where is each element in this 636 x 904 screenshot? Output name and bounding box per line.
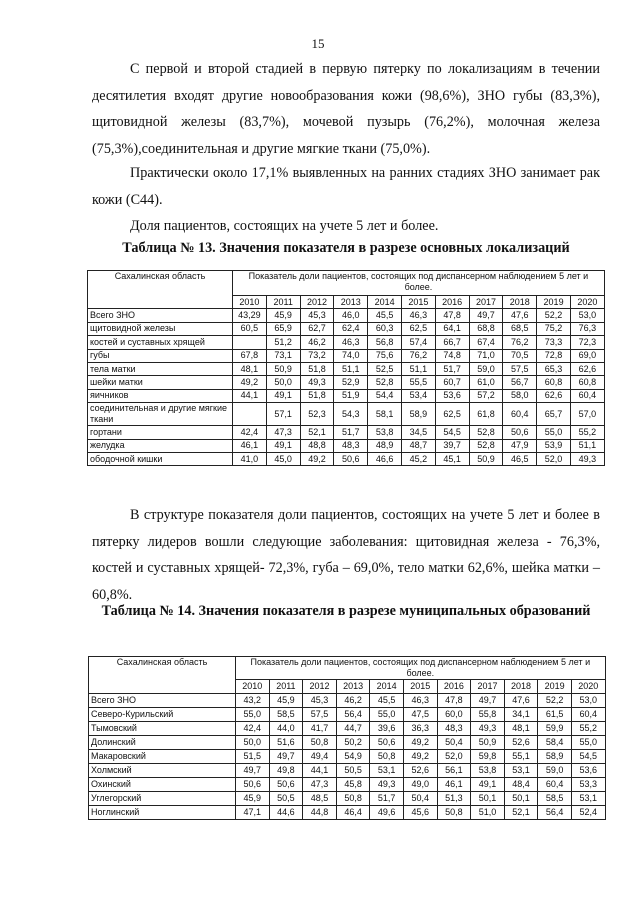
table-cell: 52,4 (571, 806, 605, 820)
table-cell: 52,2 (538, 694, 572, 708)
table-cell (233, 403, 267, 426)
table-cell: 52,8 (368, 376, 402, 389)
table-cell: 52,8 (469, 439, 503, 452)
table-cell: 55,0 (537, 426, 571, 439)
table-13-body (88, 309, 605, 466)
year-header: 2018 (504, 680, 538, 694)
table-row (88, 452, 605, 465)
year-header: 2010 (236, 680, 270, 694)
table-cell: 52,5 (368, 362, 402, 375)
table-cell: 65,3 (537, 362, 571, 375)
table-cell: 55,1 (504, 750, 538, 764)
row-label: гортани (88, 426, 233, 439)
table-cell: 50,2 (336, 736, 370, 750)
table-cell: 46,1 (233, 439, 267, 452)
table-cell: 51,8 (300, 362, 334, 375)
table-cell: 49,3 (300, 376, 334, 389)
table-cell: 51,5 (236, 750, 270, 764)
table-cell: 49,2 (233, 376, 267, 389)
table-cell: 47,5 (403, 708, 437, 722)
table-cell: 49,6 (370, 806, 404, 820)
table-cell: 48,4 (504, 778, 538, 792)
table-cell: 62,6 (570, 362, 604, 375)
table-cell: 49,8 (269, 764, 303, 778)
table-cell: 76,2 (401, 349, 435, 362)
table-cell: 54,9 (336, 750, 370, 764)
table-cell: 50,6 (269, 778, 303, 792)
table-cell: 53,9 (537, 439, 571, 452)
table-cell: 53,0 (571, 694, 605, 708)
table-cell: 53,1 (504, 764, 538, 778)
table-cell: 45,5 (368, 309, 402, 322)
table-cell: 49,2 (300, 452, 334, 465)
table-14-body (89, 694, 606, 820)
table-cell: 62,6 (537, 389, 571, 402)
table-cell: 53,6 (571, 764, 605, 778)
table-cell: 62,4 (334, 322, 368, 335)
year-header: 2011 (266, 296, 300, 309)
table-cell: 60,8 (570, 376, 604, 389)
table-cell: 45,0 (266, 452, 300, 465)
table-cell: 50,9 (471, 736, 505, 750)
table-cell: 74,8 (435, 349, 469, 362)
table-cell: 50,9 (469, 452, 503, 465)
year-header: 2020 (571, 680, 605, 694)
table-cell: 49,7 (471, 694, 505, 708)
table-cell: 50,8 (437, 806, 471, 820)
row-label: Макаровский (89, 750, 236, 764)
year-header: 2020 (570, 296, 604, 309)
year-header: 2013 (336, 680, 370, 694)
table-cell: 44,1 (303, 764, 337, 778)
table-cell: 49,1 (471, 778, 505, 792)
paragraph-top-five-early-stage: С первой и второй стадией в первую пятерку по локализациям в течении десятилетия входят другие новообразования кожи (98,6%), ЗНО губы (83,3%), щитовидной железы (83,7%), мочевой пузырь (76,2%), молочная железа (75,3%),соединительная и другие мягкие ткани (75,0%). (92, 61, 600, 157)
table-cell: 58,0 (503, 389, 537, 402)
year-header: 2015 (401, 296, 435, 309)
table-cell: 68,8 (469, 322, 503, 335)
table-cell: 34,1 (504, 708, 538, 722)
table-cell: 47,3 (303, 778, 337, 792)
table-row (89, 736, 606, 750)
table-cell: 55,0 (370, 708, 404, 722)
table-row (88, 349, 605, 362)
table-14-caption: Таблица № 14. Значения показателя в разрезе муниципальных образований (101, 603, 591, 619)
table-cell: 47,1 (236, 806, 270, 820)
table-cell: 51,7 (370, 792, 404, 806)
table-cell: 65,7 (537, 403, 571, 426)
table-cell: 47,6 (503, 309, 537, 322)
row-label: Холмский (89, 764, 236, 778)
table-cell: 52,6 (403, 764, 437, 778)
table-cell: 60,4 (570, 389, 604, 402)
table-cell: 55,0 (571, 736, 605, 750)
year-header: 2014 (370, 680, 404, 694)
table-cell: 56,4 (538, 806, 572, 820)
table-cell: 44,8 (303, 806, 337, 820)
table-cell: 47,8 (435, 309, 469, 322)
table-cell: 54,5 (435, 426, 469, 439)
table-row (88, 439, 605, 452)
year-header: 2019 (538, 680, 572, 694)
paragraph-skin-cancer-share: Практически около 17,1% выявленных на ранних стадиях ЗНО занимает рак кожи (С44). (92, 165, 600, 208)
row-label: яичников (88, 389, 233, 402)
table-cell: 74,0 (334, 349, 368, 362)
row-label: шейки матки (88, 376, 233, 389)
table-cell: 54,4 (368, 389, 402, 402)
table-cell: 62,7 (300, 322, 334, 335)
table-cell: 57,1 (266, 403, 300, 426)
table-cell: 51,1 (401, 362, 435, 375)
table-row (88, 336, 605, 349)
table-cell: 46,1 (437, 778, 471, 792)
table-cell: 58,5 (538, 792, 572, 806)
table-cell: 50,8 (370, 750, 404, 764)
row-label: тела матки (88, 362, 233, 375)
table-cell: 46,5 (503, 452, 537, 465)
table-row (89, 694, 606, 708)
table-cell: 53,8 (368, 426, 402, 439)
table-cell: 44,7 (336, 722, 370, 736)
table-cell: 51,3 (437, 792, 471, 806)
year-header: 2013 (334, 296, 368, 309)
table-cell: 53,0 (570, 309, 604, 322)
table-cell: 55,0 (236, 708, 270, 722)
table-cell: 45,9 (269, 694, 303, 708)
table-cell: 46,6 (368, 452, 402, 465)
page-number: 15 (311, 36, 325, 51)
table-cell: 45,3 (303, 694, 337, 708)
table-cell: 48,1 (233, 362, 267, 375)
table-cell: 49,3 (370, 778, 404, 792)
year-header: 2012 (300, 296, 334, 309)
table-cell: 57,5 (503, 362, 537, 375)
table-cell: 47,3 (266, 426, 300, 439)
table-cell: 51,9 (334, 389, 368, 402)
table-cell: 60,4 (571, 708, 605, 722)
table-cell: 72,3 (570, 336, 604, 349)
row-label: губы (88, 349, 233, 362)
table-cell: 55,8 (471, 708, 505, 722)
table-cell: 60,7 (435, 376, 469, 389)
table-cell: 50,1 (471, 792, 505, 806)
table-cell: 50,5 (269, 792, 303, 806)
table-cell: 49,0 (403, 778, 437, 792)
table-cell: 50,4 (437, 736, 471, 750)
table-cell: 48,3 (437, 722, 471, 736)
table-cell: 46,0 (334, 309, 368, 322)
table-cell: 52,0 (537, 452, 571, 465)
year-header: 2018 (503, 296, 537, 309)
table-cell: 50,6 (236, 778, 270, 792)
table-cell: 36,3 (403, 722, 437, 736)
table-cell: 55,2 (570, 426, 604, 439)
table-cell: 44,1 (233, 389, 267, 402)
year-header: 2019 (537, 296, 571, 309)
table-14 (88, 656, 606, 820)
table-cell: 55,2 (571, 722, 605, 736)
row-label: желудка (88, 439, 233, 452)
table-cell: 70,5 (503, 349, 537, 362)
table-cell: 54,3 (334, 403, 368, 426)
table-cell: 47,9 (503, 439, 537, 452)
row-label: Охинский (89, 778, 236, 792)
table-cell: 59,0 (469, 362, 503, 375)
row-label: щитовидной железы (88, 322, 233, 335)
row-label: Всего ЗНО (89, 694, 236, 708)
table-cell: 71,0 (469, 349, 503, 362)
paragraph-five-year-share: Доля пациентов, состоящих на учете 5 лет и более. (130, 218, 439, 234)
table-cell: 51,7 (435, 362, 469, 375)
row-label: костей и суставных хрящей (88, 336, 233, 349)
table-row (88, 389, 605, 402)
region-header: Сахалинская область (88, 271, 233, 309)
table-row (89, 750, 606, 764)
paragraph-top-five-leaders: В структуре показателя доли пациентов, состоящих на учете 5 лет и более в пятерку лидеров вошли следующие заболевания: щитовидная железа - 76,3%, костей и суставных хрящей- 72,3%, губа – 69,0%, тело матки 62,6%, шейка матки – 60,8%. (92, 507, 600, 603)
table-cell (233, 336, 267, 349)
table-cell: 46,3 (401, 309, 435, 322)
table-cell: 52,3 (300, 403, 334, 426)
table-cell: 53,1 (571, 792, 605, 806)
table-row (88, 309, 605, 322)
table-cell: 49,1 (266, 389, 300, 402)
table-cell: 53,6 (435, 389, 469, 402)
table-cell: 76,3 (570, 322, 604, 335)
table-cell: 49,2 (403, 736, 437, 750)
table-cell: 52,2 (537, 309, 571, 322)
table-row (88, 322, 605, 335)
table-row (89, 778, 606, 792)
table-cell: 60,4 (503, 403, 537, 426)
table-cell: 60,3 (368, 322, 402, 335)
year-header: 2011 (269, 680, 303, 694)
table-cell: 61,0 (469, 376, 503, 389)
table-cell: 72,8 (537, 349, 571, 362)
year-header: 2014 (368, 296, 402, 309)
table-cell: 51,0 (471, 806, 505, 820)
table-cell: 41,7 (303, 722, 337, 736)
indicator-header: Показатель доли пациентов, состоящих под диспансерном наблюдением 5 лет и более. (236, 657, 606, 680)
table-cell: 56,1 (437, 764, 471, 778)
table-cell: 44,0 (269, 722, 303, 736)
table-cell: 61,8 (469, 403, 503, 426)
table-cell: 55,5 (401, 376, 435, 389)
table-cell: 50,0 (236, 736, 270, 750)
row-label: Тымовский (89, 722, 236, 736)
table-cell: 48,8 (300, 439, 334, 452)
table-cell: 49,1 (266, 439, 300, 452)
table-cell: 50,8 (336, 792, 370, 806)
table-cell: 54,5 (571, 750, 605, 764)
table-cell: 75,2 (537, 322, 571, 335)
table-cell: 58,5 (269, 708, 303, 722)
table-cell: 52,0 (437, 750, 471, 764)
table-cell: 49,4 (303, 750, 337, 764)
table-cell: 58,4 (538, 736, 572, 750)
table-cell: 67,4 (469, 336, 503, 349)
table-cell: 51,2 (266, 336, 300, 349)
table-cell: 60,8 (537, 376, 571, 389)
year-header: 2016 (437, 680, 471, 694)
table-cell: 46,3 (403, 694, 437, 708)
table-cell: 43,2 (236, 694, 270, 708)
table-cell: 51,1 (334, 362, 368, 375)
table-cell: 60,0 (437, 708, 471, 722)
table-cell: 69,0 (570, 349, 604, 362)
table-cell: 65,9 (266, 322, 300, 335)
table-cell: 52,8 (469, 426, 503, 439)
table-13 (87, 270, 605, 466)
table-cell: 34,5 (401, 426, 435, 439)
table-cell: 58,9 (538, 750, 572, 764)
table-cell: 42,4 (233, 426, 267, 439)
table-cell: 52,1 (504, 806, 538, 820)
row-label: Углегорский (89, 792, 236, 806)
table-row (89, 708, 606, 722)
table-cell: 47,6 (504, 694, 538, 708)
table-cell: 47,8 (437, 694, 471, 708)
table-cell: 46,2 (336, 694, 370, 708)
table-cell: 45,9 (266, 309, 300, 322)
table-cell: 45,3 (300, 309, 334, 322)
year-header: 2017 (469, 296, 503, 309)
table-cell: 39,7 (435, 439, 469, 452)
table-cell: 46,4 (336, 806, 370, 820)
table-cell: 50,0 (266, 376, 300, 389)
table-cell: 49,7 (269, 750, 303, 764)
table-row (89, 722, 606, 736)
table-cell: 66,7 (435, 336, 469, 349)
table-cell: 45,5 (370, 694, 404, 708)
table-cell: 62,5 (435, 403, 469, 426)
table-cell: 53,4 (401, 389, 435, 402)
table-cell: 50,6 (503, 426, 537, 439)
table-cell: 49,3 (570, 452, 604, 465)
table-cell: 59,0 (538, 764, 572, 778)
table-row (88, 403, 605, 426)
table-cell: 73,2 (300, 349, 334, 362)
table-cell: 62,5 (401, 322, 435, 335)
table-row (89, 792, 606, 806)
table-row (88, 362, 605, 375)
table-cell: 56,7 (503, 376, 537, 389)
table-cell: 48,7 (401, 439, 435, 452)
year-header: 2016 (435, 296, 469, 309)
table-cell: 50,8 (303, 736, 337, 750)
table-cell: 48,5 (303, 792, 337, 806)
table-cell: 45,9 (236, 792, 270, 806)
table-cell: 48,1 (504, 722, 538, 736)
table-cell: 44,6 (269, 806, 303, 820)
table-cell: 46,3 (334, 336, 368, 349)
table-cell: 49,7 (236, 764, 270, 778)
row-label: Долинский (89, 736, 236, 750)
table-cell: 45,6 (403, 806, 437, 820)
table-cell: 50,4 (403, 792, 437, 806)
table-cell: 67,8 (233, 349, 267, 362)
table-row (88, 376, 605, 389)
indicator-header: Показатель доли пациентов, состоящих под диспансерном наблюдением 5 лет и более. (233, 271, 605, 296)
table-cell: 56,4 (336, 708, 370, 722)
year-header: 2012 (303, 680, 337, 694)
table-cell: 50,6 (370, 736, 404, 750)
table-row (89, 806, 606, 820)
table-cell: 53,3 (571, 778, 605, 792)
table-cell: 48,9 (368, 439, 402, 452)
table-cell: 59,9 (538, 722, 572, 736)
table-row (88, 426, 605, 439)
table-cell: 50,1 (504, 792, 538, 806)
table-cell: 68,5 (503, 322, 537, 335)
table-row (89, 764, 606, 778)
table-cell: 53,1 (370, 764, 404, 778)
row-label: Северо-Курильский (89, 708, 236, 722)
table-cell: 52,6 (504, 736, 538, 750)
table-cell: 41,0 (233, 452, 267, 465)
table-cell: 56,8 (368, 336, 402, 349)
table-cell: 52,9 (334, 376, 368, 389)
table-cell: 51,6 (269, 736, 303, 750)
table-cell: 59,8 (471, 750, 505, 764)
region-header: Сахалинская область (89, 657, 236, 694)
table-cell: 75,6 (368, 349, 402, 362)
table-cell: 61,5 (538, 708, 572, 722)
table-cell: 60,5 (233, 322, 267, 335)
table-cell: 50,5 (336, 764, 370, 778)
table-cell: 45,8 (336, 778, 370, 792)
row-label: ободочной кишки (88, 452, 233, 465)
year-header: 2015 (403, 680, 437, 694)
table-cell: 64,1 (435, 322, 469, 335)
table-cell: 76,2 (503, 336, 537, 349)
table-cell: 50,6 (334, 452, 368, 465)
row-label: соединительная и другие мягкие ткани (88, 403, 233, 426)
table-cell: 51,8 (300, 389, 334, 402)
table-cell: 49,2 (403, 750, 437, 764)
table-13-caption: Таблица № 13. Значения показателя в разрезе основных локализаций (122, 240, 570, 256)
table-cell: 57,4 (401, 336, 435, 349)
table-cell: 45,1 (435, 452, 469, 465)
table-cell: 73,3 (537, 336, 571, 349)
row-label: Ноглинский (89, 806, 236, 820)
table-cell: 60,4 (538, 778, 572, 792)
table-cell: 73,1 (266, 349, 300, 362)
table-cell: 50,9 (266, 362, 300, 375)
table-cell: 58,1 (368, 403, 402, 426)
table-cell: 49,3 (471, 722, 505, 736)
table-cell: 49,7 (469, 309, 503, 322)
table-cell: 51,7 (334, 426, 368, 439)
table-cell: 51,1 (570, 439, 604, 452)
table-cell: 58,9 (401, 403, 435, 426)
table-cell: 57,0 (570, 403, 604, 426)
year-header: 2010 (233, 296, 267, 309)
row-label: Всего ЗНО (88, 309, 233, 322)
table-cell: 39,6 (370, 722, 404, 736)
table-cell: 46,2 (300, 336, 334, 349)
table-cell: 45,2 (401, 452, 435, 465)
year-header: 2017 (471, 680, 505, 694)
table-cell: 42,4 (236, 722, 270, 736)
table-cell: 57,2 (469, 389, 503, 402)
table-cell: 43,29 (233, 309, 267, 322)
table-cell: 52,1 (300, 426, 334, 439)
table-cell: 57,5 (303, 708, 337, 722)
table-cell: 53,8 (471, 764, 505, 778)
table-cell: 48,3 (334, 439, 368, 452)
